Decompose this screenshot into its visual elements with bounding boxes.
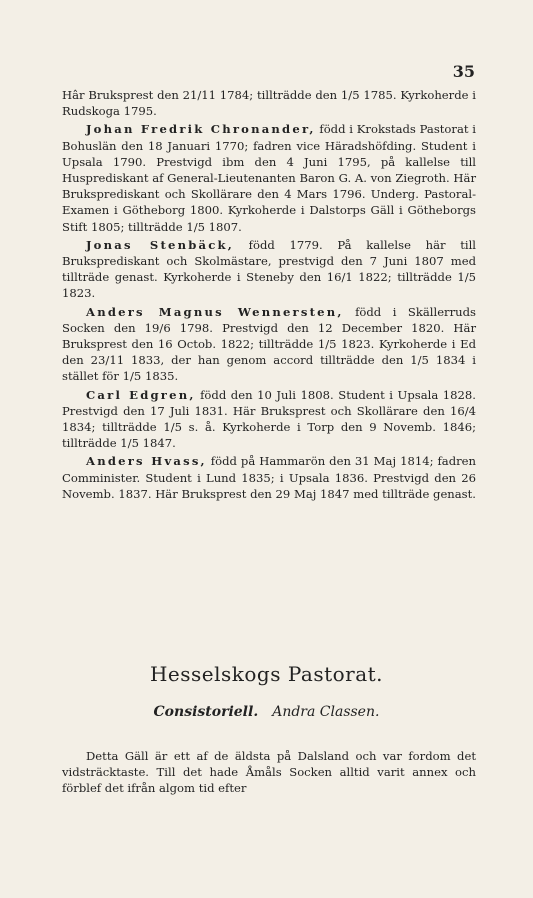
- person-name: Anders Magnus Wennersten,: [86, 304, 344, 319]
- person-name: Carl Edgren,: [86, 387, 196, 402]
- person-name: Jonas Stenbäck,: [86, 237, 234, 252]
- paragraph-3: [62, 304, 476, 385]
- section-heading: Hesselskogs Pastorat.: [149, 662, 384, 686]
- paragraph-2: [62, 237, 476, 302]
- paragraph-text: född på Hammarön den 31 Maj 1814; fadren Comminister. Student i Lund 1835; i Upsala 1836. Prestvigd den 26 Novemb. 1837. Här Bruksprest den 29 Maj 1847 med tillträde genast.: [62, 454, 476, 501]
- closing-paragraph: Detta Gäll är ett af de äldsta på Dalsland och var fordom det vidsträcktaste. Till det hade Åmåls Socken alltid varit annex och förblef det ifrån algom tid efter: [62, 748, 476, 795]
- paragraph-text: född 1779. På kallelse här till Bruksprediskant och Skolmästare, prestvigd den 7 Juni 1807 med tillträde genast. Kyrkoherde i Steneby den 16/1 1822; tillträdde 1/5 1823.: [62, 237, 476, 301]
- person-name: Johan Fredrik Chronander,: [86, 122, 316, 137]
- paragraph-text: född i Skällerruds Socken den 19/6 1798. Prestvigd den 12 December 1820. Här Bruksprest den 16 Octob. 1822; tillträdde 1/5 1823. Kyrkoherde i Ed den 23/11 1833, der han genom accord tillträdde den 1/5 1834 i stället för 1/5 1835.: [62, 304, 476, 384]
- paragraph-4: [62, 387, 476, 452]
- paragraph-text: född den 10 Juli 1808. Student i Upsala 1828. Prestvigd den 17 Juli 1831. Här Bruksprest och Skollärare den 16/4 1834; tillträdde 1/5 s. å. Kyrkoherde i Torp den 9 Novemb. 1846; tillträdde 1/5 1847.: [62, 387, 476, 451]
- body-text: [62, 87, 476, 504]
- section-subheading: [0, 704, 533, 720]
- subheading-left: Consistoriell.: [153, 704, 259, 720]
- subheading-right: Andra Classen.: [272, 704, 380, 720]
- paragraph-1: [62, 121, 476, 234]
- paragraph-text: Hâr Bruksprest den 21/11 1784; tillträdde den 1/5 1785. Kyrkoherde i Rudskoga 1795.: [62, 88, 476, 119]
- page-number: 35: [452, 62, 475, 81]
- paragraph-0: [62, 87, 476, 119]
- paragraph-text: född i Krokstads Pastorat i Bohuslän den 18 Januari 1770; fadren vice Häradshöfding. Student i Upsala 1790. Prestvigd ibm den 4 Juni 1795, på kallelse till Husprediskant af General-Lieutenanten Baron G. A. von Ziegroth. Här Bruksprediskant och Skollärare den 4 Mars 1796. Underg. Pastoral-Examen i Götheborg 1800. Kyrkoherde i Dalstorps Gäll i Götheborgs Stift 1805; tillträdde 1/5 1807.: [62, 122, 476, 234]
- paragraph-5: [62, 453, 476, 502]
- person-name: Anders Hvass,: [86, 454, 207, 469]
